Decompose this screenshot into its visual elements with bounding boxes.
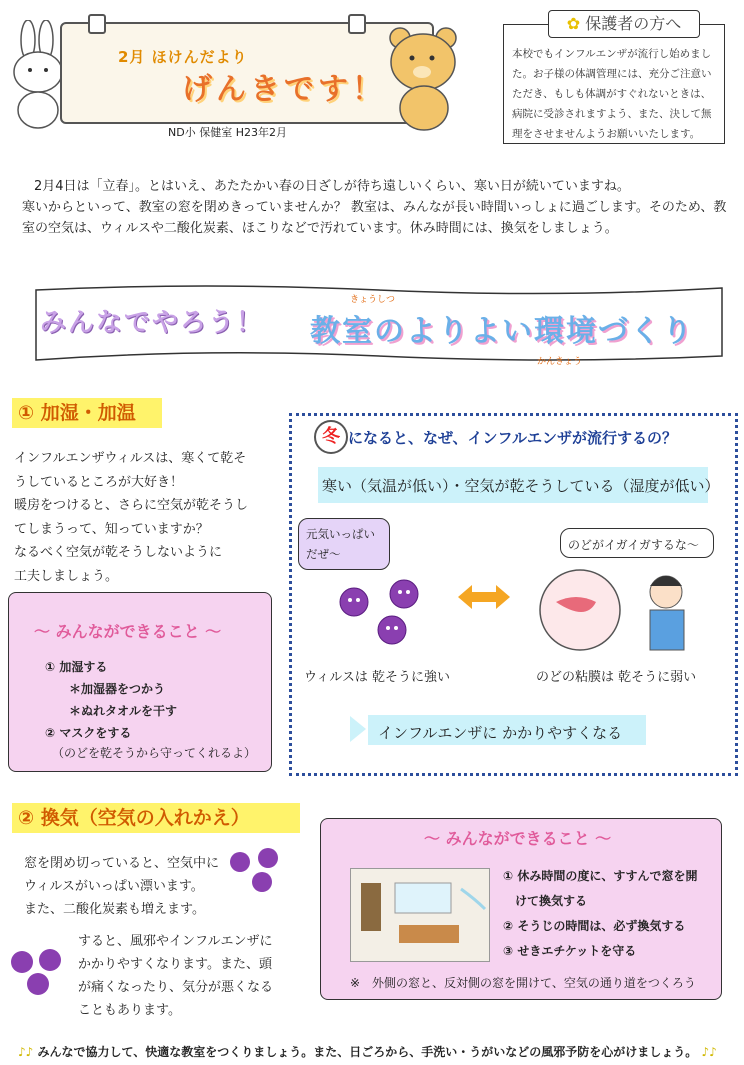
virus-speech-text [306,524,375,564]
speech-line: だぜ～ [306,547,341,561]
body-line: なるべく空気が乾そうしないように [14,545,223,560]
banner-right-text: 教室のよりよい環境づくり [310,314,694,349]
furigana: かんきょう [537,357,583,367]
body-line: こともあります。 [78,1003,181,1018]
winter-question: になると、なぜ、インフルエンザが流行するの？ [348,429,677,447]
virus-icon [226,846,290,896]
list-item: ① 休み時間の度に、すすんで窓を開 [503,869,698,883]
footer-message [18,1043,728,1060]
double-arrow-icon [456,582,512,612]
body-line: 工夫しましょう。 [14,568,119,584]
board-post [88,14,106,34]
throat-illustration [536,562,716,658]
list-item: ＊加湿器をつかう [45,682,166,696]
intro-text [22,176,728,239]
list-item: ② マスクをする [45,726,132,740]
condition-text: 寒い（気温が低い）・空気が乾そうしている（湿度が低い） [322,477,720,495]
list-item: ① 加湿する [45,660,108,674]
section-heading-ventilation [12,803,300,833]
body-line: すると、風邪やインフルエンザに [78,934,273,949]
speech-line: 元気いっぱい [306,527,375,541]
action-list [45,656,177,744]
body-line: かかりやすくなります。また、頭 [78,957,272,972]
section1-body [14,447,272,588]
intro-paragraph: 寒いからといって、教室の窓を閉めきっていませんか？ 教室は、みんなが長い時間いっしょに過ごします。そのため、教室の空気は、ウィルスや二酸化炭素、ほこりなどで汚れています。休み時間には、換気をしましょう。 [22,200,727,236]
body-line: が痛くなったり、気分が悪くなる [78,980,274,995]
music-note-icon: ♪♪ [701,1045,717,1059]
parents-notice-title: 保護者の方へ [585,14,682,33]
body-line: 窓を閉め切っていると、空気中に [24,856,220,871]
list-note: ※ 外側の窓と、反対側の窓を開けて、空気の通り道をつくろう [350,976,696,990]
newsletter-subtitle: 2月 ほけんだより [118,48,248,66]
throat-label: のどの粘膜は 乾そうに弱い [536,670,697,685]
section-heading-text: ② 換気（空気の入れかえ） [18,807,250,829]
virus-icon [330,570,440,650]
body-line: 暖房をつけると、さらに空気が乾そうし [14,498,249,513]
list-item: けて換気する [503,894,588,908]
parents-notice-text: 本校でもインフルエンザが流行し始めました。お子様の体調管理には、充分ご注意いただき、もしも体調がすぐれないときは、病院に受診されますよう、また、決して無理をさせませんようお願いいたします。 [512,48,712,140]
body-line: ウィルスがいっぱい漂います。 [24,879,204,894]
parents-notice-tab [548,10,700,38]
intro-paragraph: 2月4日は「立春」。とはいえ、あたたかい春の日ざしが待ち遠しいくらい、寒い日が続いていますね。 [34,179,630,194]
newsletter-title: げんきです！ [182,72,386,107]
ribbon-icon: ✿ [566,14,581,33]
list-item: ③ せきエチケットを守る [503,944,637,958]
section2-body-b [78,930,278,1022]
virus-icon [6,944,72,1000]
scroll-title: ～ みんなができること ～ [34,622,222,641]
body-line: うしているところが大好き！ [14,474,184,490]
bear-illustration [380,22,470,132]
classroom-illustration [350,868,490,962]
section-heading-text: ① 加湿・加温 [18,402,136,424]
footer-text: みんなで協力して、快適な教室をつくりましょう。また、日ごろから、手洗い・うがいなどの風邪予防を心がけましょう。 [37,1045,698,1059]
classroom-icon [351,869,489,961]
down-arrow-icon [346,714,370,744]
action-list [503,864,697,964]
list-item: ＊ぬれタオルを干す [45,704,178,718]
kid-speech-text: のどがイガイガするな～ [568,538,699,552]
section-heading-humidify [12,398,162,428]
scroll-title: ～ みんなができること ～ [424,829,612,848]
body-line: インフルエンザウィルスは、寒くて乾そ [14,451,247,466]
list-item: ② そうじの時間は、必ず換気する [503,919,686,933]
board-post [348,14,366,34]
music-note-icon: ♪♪ [18,1045,34,1059]
issue-info: ND小 保健室 H23年2月 [168,126,287,139]
banner-left-text: みんなでやろう！ [40,308,265,338]
list-note: （のどを乾そうから守ってくれるよ） [52,746,257,760]
body-line: また、二酸化炭素も増えます。 [24,902,205,917]
furigana: きょうしつ [350,295,396,305]
result-text: インフルエンザに かかりやすくなる [378,724,623,742]
body-line: てしまうって、知っていますか？ [14,521,209,537]
virus-label: ウィルスは 乾そうに強い [304,670,450,685]
section2-body-a [24,852,224,921]
winter-badge: 冬 [314,420,348,454]
